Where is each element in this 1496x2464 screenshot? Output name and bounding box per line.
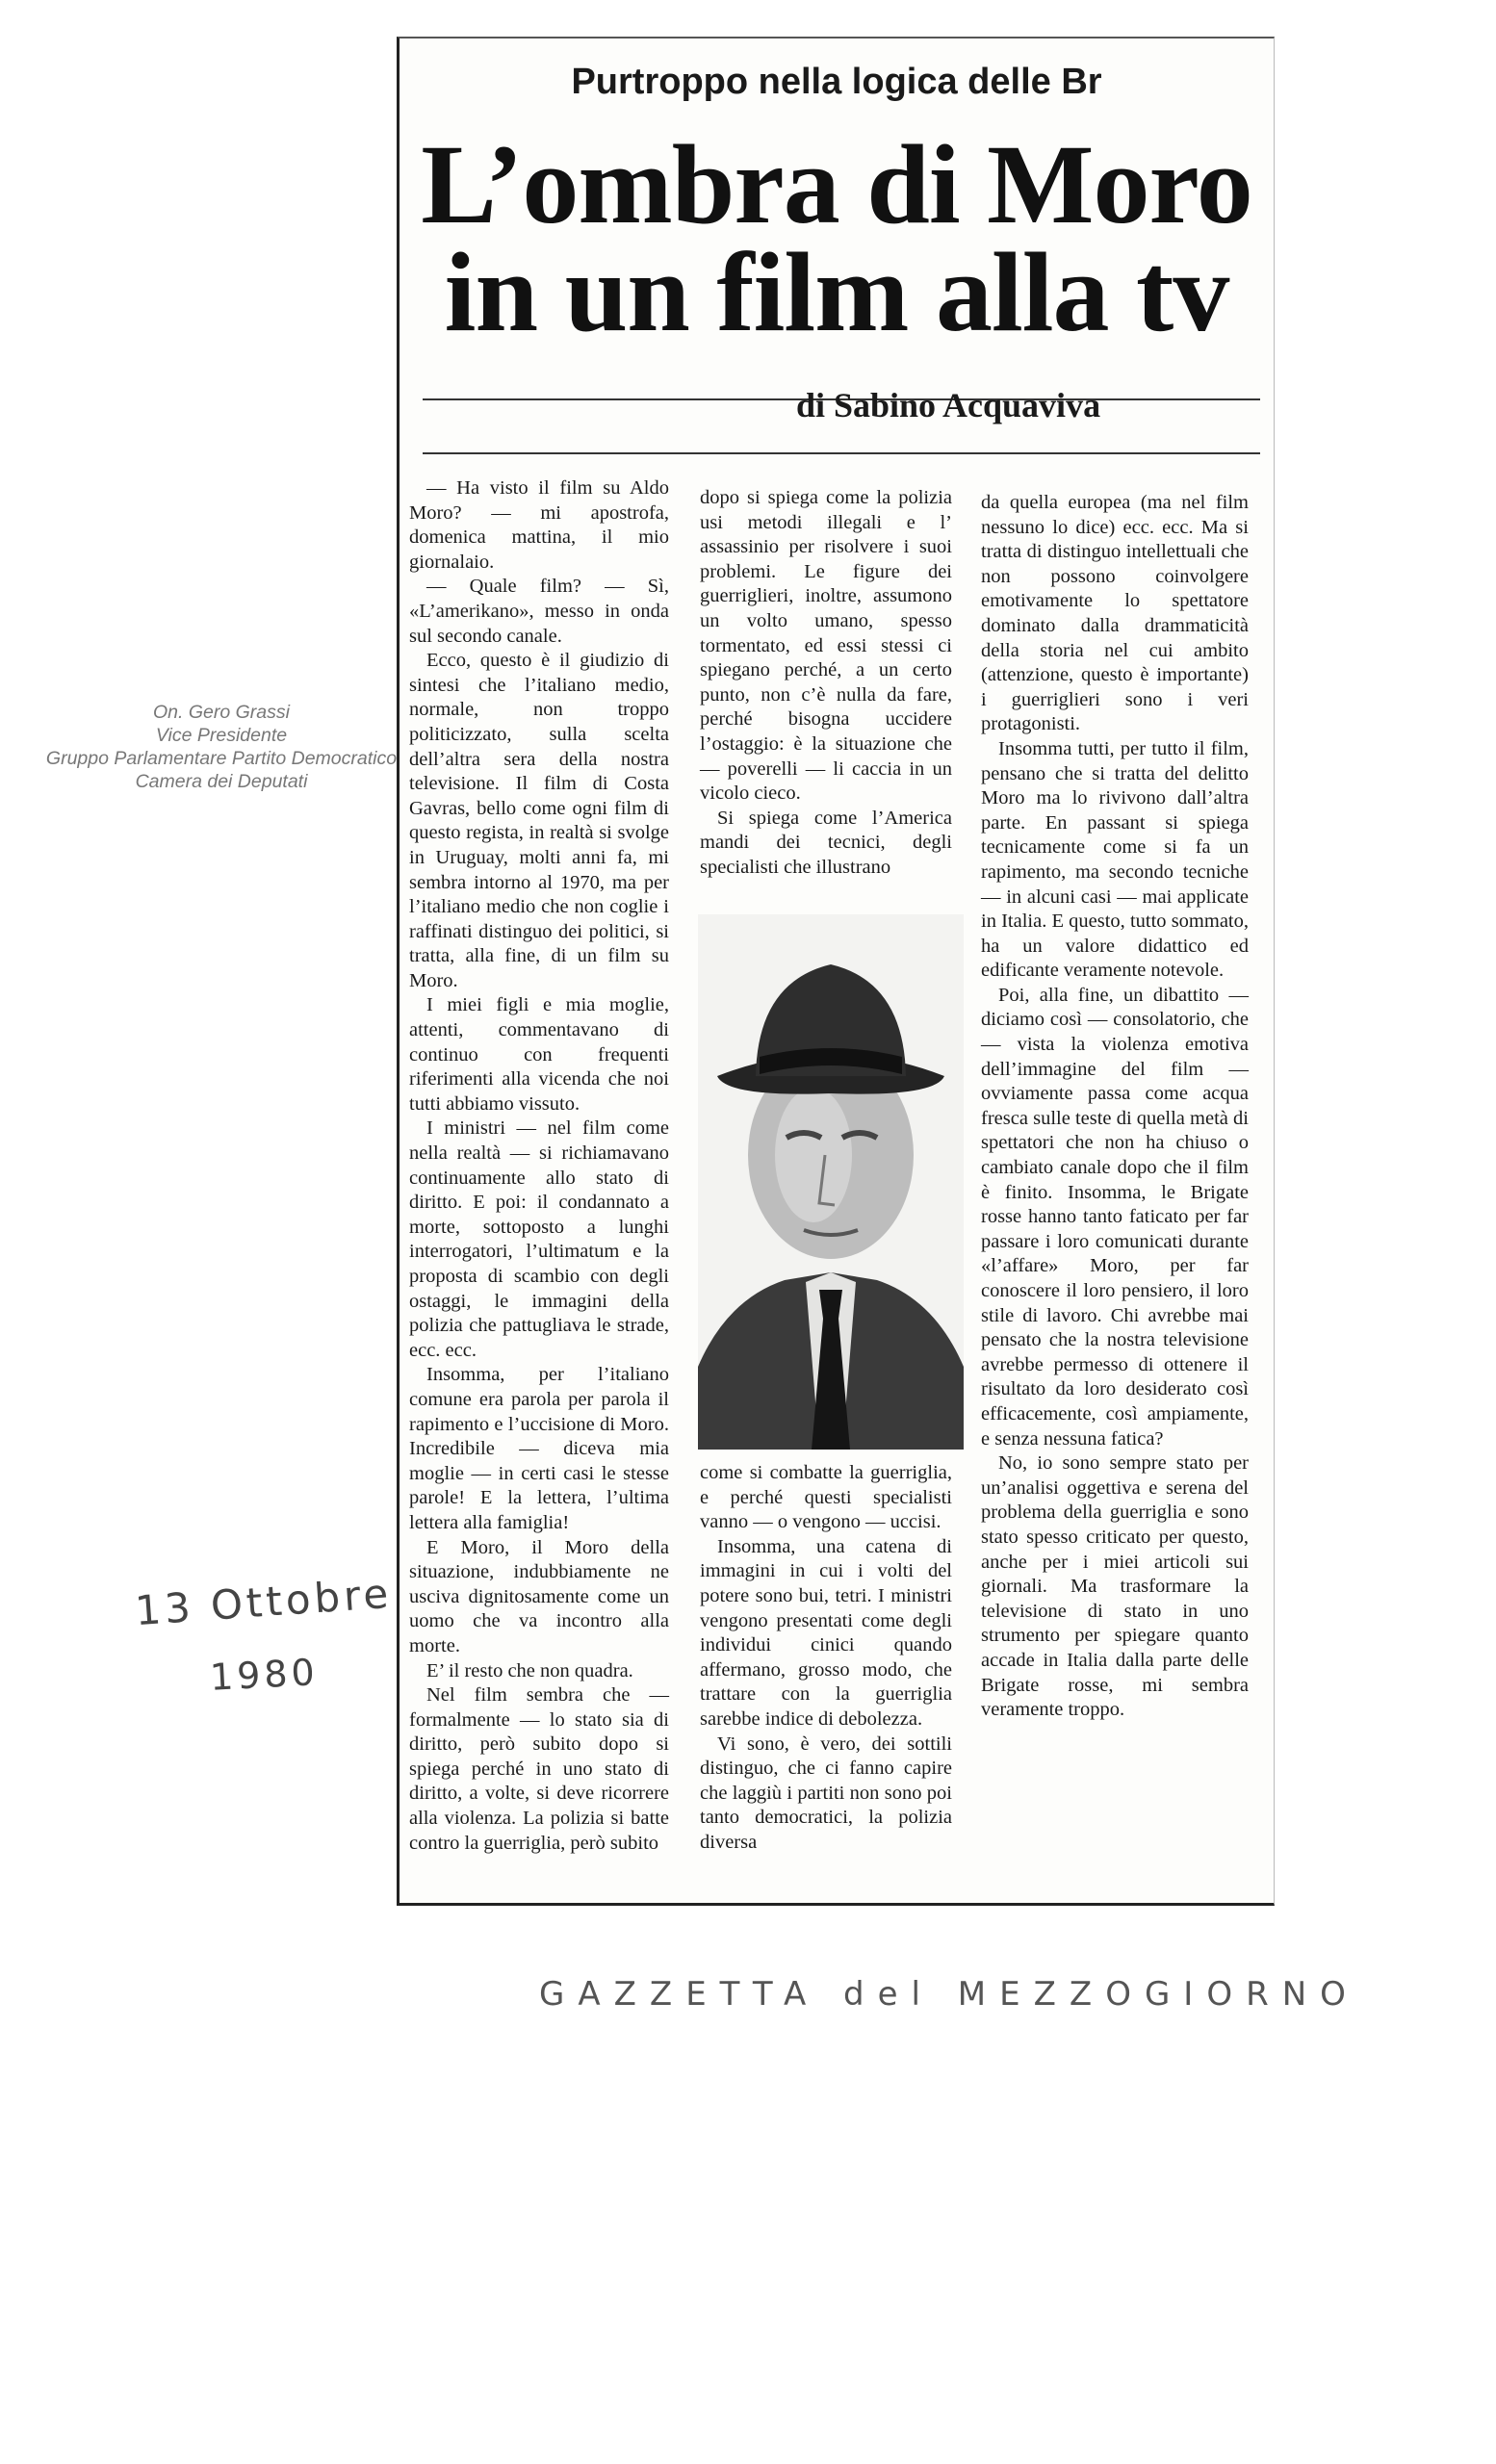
paragraph: Insomma, per l’italiano comune era parola per parola il rapimento e l’uccisione di Moro. Incredibile — diceva mia moglie — in certi casi le stesse parole! E la lettera, l’ultima lettera alla famiglia! xyxy=(409,1364,669,1533)
paragraph: Vi sono, è vero, dei sottili distinguo, che ci fanno capire che laggiù i partiti non sono poi tanto democratici, la polizia diversa xyxy=(700,1732,952,1853)
article-column-1 xyxy=(409,476,669,1856)
paragraph: E Moro, il Moro della situazione, indubbiamente ne usciva dignitosamente come un uomo che va incontro alla morte. xyxy=(409,1536,669,1656)
paragraph: Insomma, una catena di immagini in cui i volti del potere sono bui, tetri. I ministri vengono presentati come degli individui cinici quando affermano, grosso modo, che trattare con la guerriglia sarebbe indice di debolezza. xyxy=(700,1535,952,1730)
newspaper-clipping xyxy=(397,37,1275,1906)
paragraph: dopo si spiega come la polizia usi metodi illegali e l’ assassinio per risolvere i suoi problemi. Le figure dei guerriglieri, inoltre, assumono un volto umano, spesso tormentato, ed essi stessi ci spiegano perché, a un certo punto, non c’è nulla da fare, perché bisogna uccidere l’ostaggio: è la situazione che — poverelli — li caccia in un vicolo cieco. xyxy=(700,487,952,805)
paragraph: Poi, alla fine, un dibattito — diciamo così — consolatorio, che — vista la violenza emotiva dell’immagine del film — ovviamente passa come acqua fresca sulle teste di quella metà di spettatori che non ha chiuso o cambiato canale dopo che il film è finito. Insomma, le Brigate rosse hanno tanto faticato per far passare i loro comunicati durante «l’affare» Moro, per far conoscere il loro pensiero, il loro stile di lavoro. Chi avrebbe mai pensato che la nostra televisione avrebbe permesso di ottenere il risultato da loro desiderato così efficacemente, così ampiamente, e senza nessuna fatica? xyxy=(981,984,1249,1450)
paragraph: Insomma tutti, per tutto il film, pensano che si tratta del delitto Moro ma lo rivivono dall’altra parte. En passant si spiega tecnicamente come si fa un rapimento, ma secondo tecniche — in alcuni casi — mai applicate in Italia. E questo, tutto sommato, ha un valore didattico ed edificante veramente notevole. xyxy=(981,737,1249,982)
article-headline xyxy=(400,121,1274,355)
handwritten-year: 1980 xyxy=(208,1651,320,1699)
headline-line-1: L’ombra di Moro xyxy=(421,121,1252,247)
paragraph: Si spiega come l’America mandi dei tecnici, degli specialisti che illustrano xyxy=(700,807,952,878)
paragraph: I ministri — nel film come nella realtà — si richiamavano continuamente allo stato di diritto. E poi: il condannato a morte, sottoposto a lunghi interrogatori, l’ultimatum e la proposta di scambio con degli ostaggi, le immagini della polizia che pattugliava le strade, ecc. ecc. xyxy=(409,1117,669,1361)
paragraph: I miei figli e mia moglie, attenti, commentavano di continuo con frequenti riferimenti alla vicenda che noi tutti abbiamo vissuto. xyxy=(409,994,669,1115)
paragraph: Nel film sembra che — formalmente — lo stato sia di diritto, però subito dopo si spiega perché in uno stato di diritto, a volte, si deve ricorrere alla violenza. La polizia si batte contro la guerriglia, però subito xyxy=(409,1684,669,1854)
stamp-title: Vice Presidente xyxy=(155,725,288,746)
portrait-photo xyxy=(698,914,964,1450)
paragraph: No, io sono sempre stato per un’analisi oggettiva e serena del problema della guerriglia e sono stato spesso criticato per questo, anche per i miei articoli sui giornali. Ma trasformare la televisione di stato in uno strumento per spiegare quanto accade in Italia dalla parte delle Brigate rosse, mi sembra veramente troppo. xyxy=(981,1452,1249,1721)
paragraph: — Ha visto il film su Aldo Moro? — mi apostrofa, domenica mattina, il mio giornalaio. xyxy=(409,477,669,573)
article-column-3 xyxy=(981,491,1249,1723)
man-in-hat-portrait xyxy=(698,914,964,1450)
article-byline: di Sabino Acquaviva xyxy=(795,386,1101,424)
stamp-group: Gruppo Parlamentare Partito Democratico xyxy=(45,748,398,769)
stamp-name: On. Gero Grassi xyxy=(153,702,290,723)
paragraph: da quella europea (ma nel film nessuno lo dice) ecc. ecc. Ma si tratta di distinguo intellettuali che non possono coinvolgere emotivamente lo spettatore dominato dalla drammaticità della storia nel cui ambito (attenzione, questo è importante) i guerriglieri sono i veri protagonisti. xyxy=(981,492,1249,735)
deputy-stamp xyxy=(19,701,424,793)
article-kicker: Purtroppo nella logica delle Br xyxy=(571,62,1102,102)
paragraph: Ecco, questo è il giudizio di sintesi che l’italiano medio, normale, non troppo politicizzato, sulla scelta dell’altra sera della nostra televisione. Il film di Costa Gavras, bello come ogni film di questo regista, in realtà si svolge in Uruguay, molti anni fa, mi sembra intorno al 1970, ma per l’italiano medio che non coglie i raffinati distinguo dei politici, si tratta, alla fine, di un film su Moro. xyxy=(409,650,669,991)
article-column-2-bottom xyxy=(700,1461,952,1856)
handwritten-date: 13 Ottobre xyxy=(133,1569,394,1635)
paragraph: come si combatte la guerriglia, e perché questi specialisti vanno — o vengono — uccisi. xyxy=(700,1462,952,1533)
article-column-2-top xyxy=(700,486,952,881)
paragraph: — Quale film? — Sì, «L’amerikano», messo in onda sul secondo canale. xyxy=(409,576,669,647)
paragraph: E’ il resto che non quadra. xyxy=(426,1659,633,1681)
handwritten-source: GAZZETTA del MEZZOGIORNO xyxy=(539,1975,1359,2014)
headline-line-2: in un film alla tv xyxy=(444,229,1229,355)
stamp-chamber: Camera dei Deputati xyxy=(135,771,308,792)
byline-bottom-rule xyxy=(423,452,1260,454)
